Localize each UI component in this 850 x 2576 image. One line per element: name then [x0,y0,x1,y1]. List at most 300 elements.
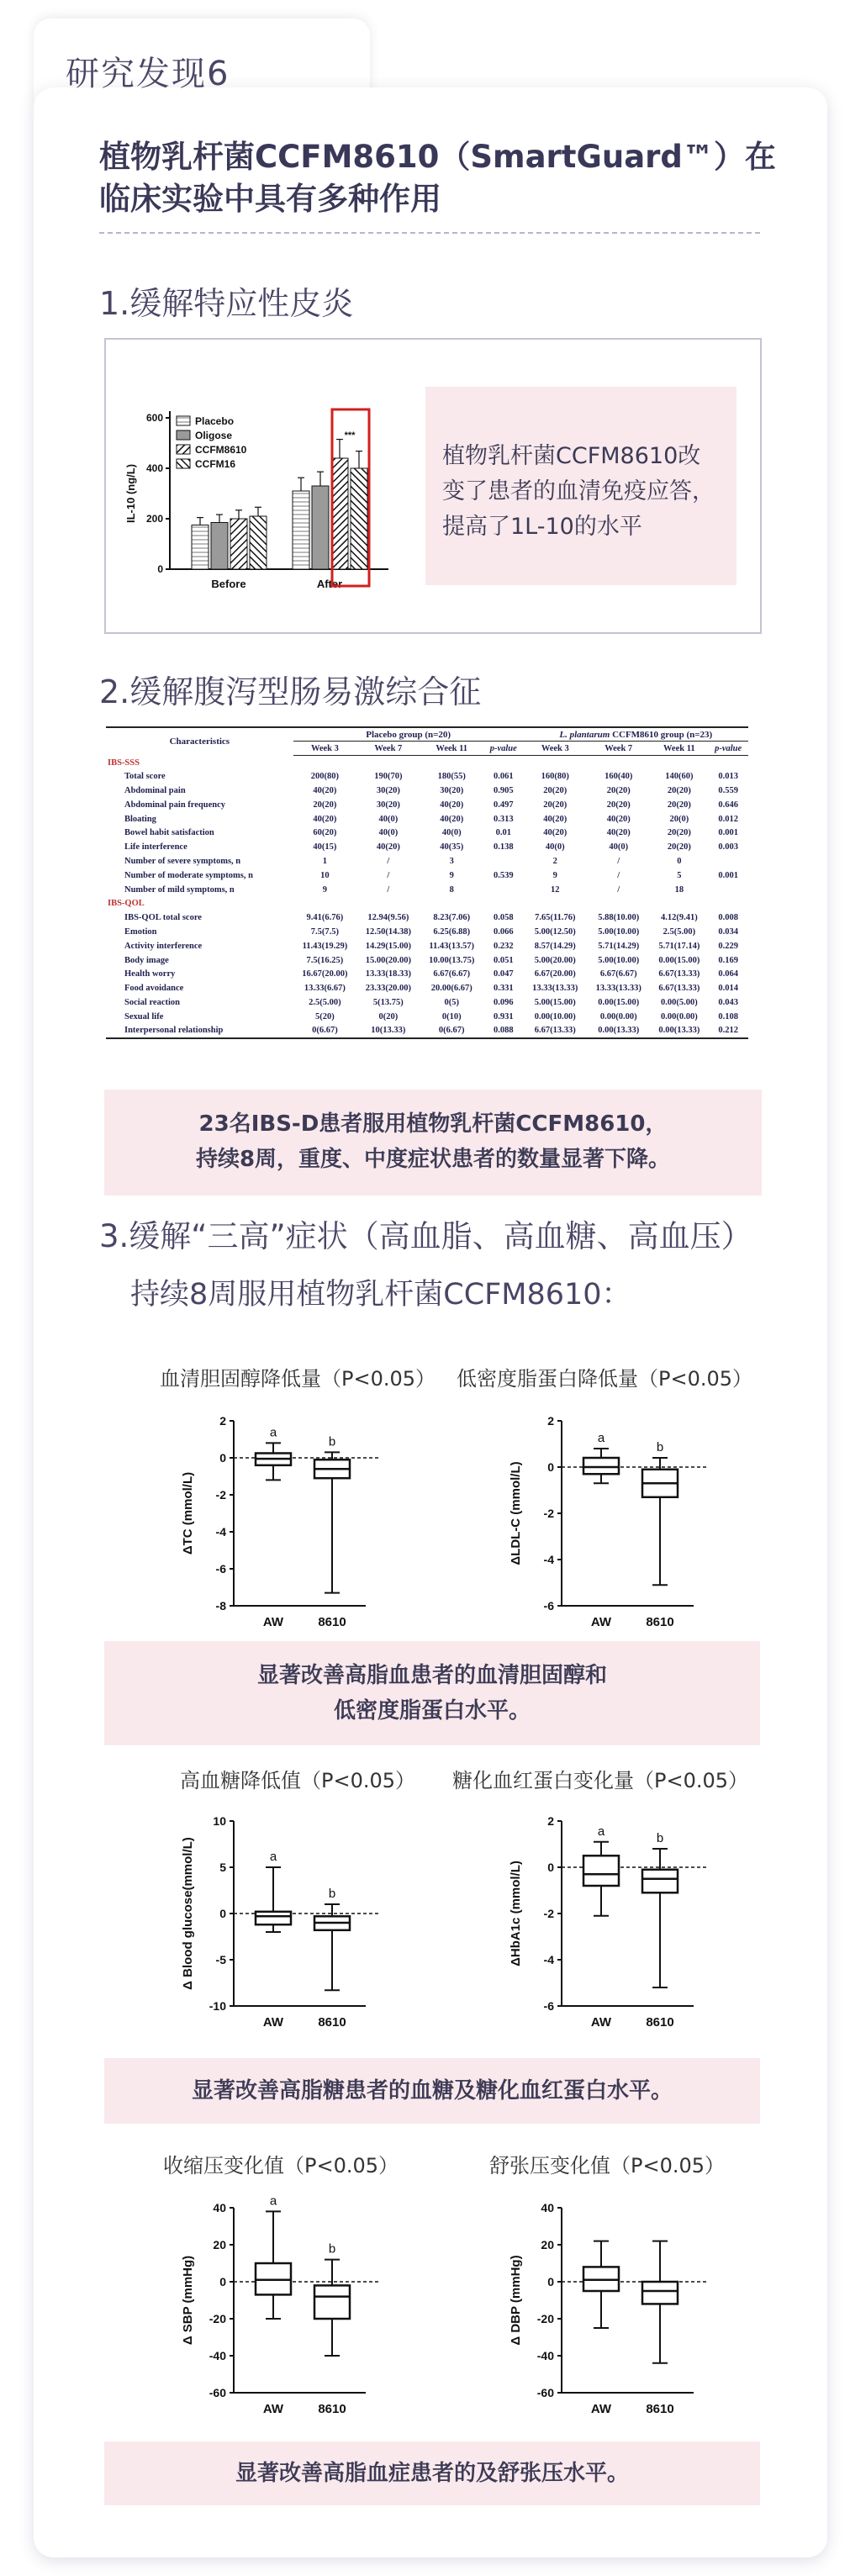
table-row [106,883,748,897]
table-cell: 5 [677,870,682,880]
ldl-chart-title: 低密度脂蛋白降低量（P<0.05） [457,1367,753,1391]
table-row [106,812,748,826]
bar-oligose [211,523,228,570]
y-tick-label: 0 [547,1460,554,1474]
table-cell: 13.33(13.33) [532,984,578,994]
table-cell: 5.00(10.00) [598,927,640,937]
table-cell: 40(20) [440,800,464,810]
table-cell: 2.5(5.00) [309,998,341,1008]
table-cell: 0.00(13.33) [587,1024,650,1038]
table-col-header: Week 7 [587,742,650,756]
table-cell: 190(70) [374,772,403,782]
box [583,1458,619,1474]
group-row-ibs-qol-label: IBS-QOL [108,899,145,909]
table-cell: 5.00(12.50) [534,927,576,937]
table-row-label: Health worry [124,969,176,979]
y-tick-label: 2 [547,1414,554,1428]
y-axis-label: ΔLDL-C (mmol/L) [509,1461,523,1565]
table-cell: 20(0) [669,814,689,824]
table-cell: 7.5(7.5) [310,927,340,937]
table-cell: 30(20) [440,786,464,796]
table-cell: 0.138 [493,842,514,853]
glucose-note: 显著改善高脂糖患者的血糖及糖化血红蛋白水平。 [104,2058,760,2124]
legend-label: Placebo [195,415,235,427]
table-row [106,911,748,925]
y-tick-label: -2 [543,1907,554,1920]
table-cell: 0.00(5.00) [660,998,698,1008]
table-cell: 160(40) [605,772,633,782]
table-cell: 0.497 [493,800,514,810]
table-cell: 2.5(5.00) [663,927,696,937]
table-row-label: Food avoidance [124,984,184,994]
y-axis-label: Δ SBP (mmHg) [181,2255,195,2346]
table-cell: 40(20) [606,814,631,824]
table-cell: 160(80) [541,772,569,782]
table-row-label: Life interference [124,842,187,853]
table-row [106,953,748,968]
significance-letter: b [656,1831,664,1845]
box [583,1855,619,1886]
x-category-label: 8610 [318,2015,346,2030]
table-row-label: Activity interference [124,941,203,951]
lipid-note-line1: 显著改善高脂血患者的血清胆固醇和 [256,1663,607,1688]
group-row-ibs-sss [106,756,748,770]
glucose-box-chart [168,1796,387,2048]
table-row-label: Number of moderate symptoms, n [124,870,253,880]
table-cell: 40(20) [543,828,568,838]
table-cell: 40(0) [441,828,462,838]
table-row [106,925,748,939]
ldl-box-chart [496,1396,715,1648]
table-cell: 0.646 [718,800,738,810]
y-tick-label: 0 [547,2275,554,2288]
table-row [106,968,748,982]
y-tick-label: 0 [157,563,163,575]
x-category-label: AW [262,1615,284,1629]
box [642,2282,678,2304]
table-row-label: Emotion [124,927,157,937]
group-row-ibs-sss-label: IBS-SSS [108,757,140,768]
y-tick-label: 5 [219,1861,226,1874]
table-cell: 15.00(20.00) [365,955,411,965]
table-cell: 9 [449,870,454,880]
x-category-label: AW [590,2015,612,2030]
table-row [106,798,748,812]
table-cell: 0.066 [493,927,514,937]
table-cell: 40(0) [545,842,565,853]
table-cell: 40(0) [378,814,399,824]
table-cell: / [387,870,390,880]
table-cell: 8.23(7.06) [433,913,471,923]
table-cell: 40(0) [609,842,629,853]
table-cell: 2 [552,857,557,867]
table-cell: / [387,857,390,867]
table-cell: 0.539 [493,870,514,880]
y-tick-label: -4 [215,1525,226,1539]
table-cell: 20(20) [606,800,631,810]
table-row-label: Abdominal pain frequency [124,800,225,810]
table-cell: / [617,857,620,867]
table-cell: 0(6.67) [293,1024,356,1038]
table-cell: 20(20) [667,828,691,838]
table-row-label: Body image [124,955,169,965]
table-col-header: Week 7 [356,742,420,756]
table-row-label: Number of mild symptoms, n [124,884,235,895]
bp-note: 显著改善高脂血症患者的及舒张压水平。 [104,2441,760,2505]
legend-label: CCFM16 [195,458,236,470]
section3-subheading: 持续8周服用植物乳杆菌CCFM8610： [130,1278,631,1312]
table-cell [708,854,748,868]
y-tick-label: -6 [215,1562,226,1576]
table-row [106,1010,748,1024]
table-row [106,784,748,798]
y-tick-label: 20 [541,2238,554,2251]
section2-heading: 2.缓解腹泻型肠易激综合征 [99,673,482,710]
significance-letter: a [269,1425,277,1440]
x-category-label: 8610 [646,2402,674,2416]
table-row-label: Total score [124,772,166,782]
title-divider [99,232,760,234]
y-tick-label: 2 [219,1414,226,1428]
legend-swatch [177,430,190,440]
table-cell: 6.67(13.33) [658,984,700,994]
table-cell: 12 [551,884,560,895]
table-cell: 180(55) [437,772,466,782]
y-tick-label: -6 [543,1999,554,2013]
table-cell: 40(20) [313,786,337,796]
table-cell: 0.058 [493,913,514,923]
section2-note-line2: 持续8周，重度、中度症状患者的数量显著下降。 [195,1147,671,1172]
ibs-table [106,726,748,1039]
table-cell: 14.29(15.00) [365,941,411,951]
y-tick-label: -2 [543,1507,554,1520]
y-tick-label: -6 [543,1599,554,1613]
x-category-label: After [316,578,343,590]
y-axis-label: ΔHbA1c (mmol/L) [509,1861,523,1966]
table-cell: 0.313 [493,814,514,824]
table-cell: 9.41(6.76) [306,913,344,923]
box [642,1870,678,1893]
table-row-label: Interpersonal relationship [106,1024,293,1038]
table-cell: 20(20) [543,786,568,796]
table-cell: 0.905 [493,786,514,796]
table-row-label: Bowel habit satisfaction [124,828,214,838]
table-cell: 13.33(13.33) [595,984,641,994]
y-tick-label: -20 [536,2312,554,2325]
bar-ccfm16 [250,516,267,569]
table-row [106,840,748,854]
table-cell: 0.232 [493,941,514,951]
table-cell: 6.67(13.33) [658,969,700,979]
table-cell: 10 [320,870,330,880]
table-cell: 0.931 [493,1011,514,1021]
table-cell: 0.061 [493,772,514,782]
table-row-label: IBS-QOL total score [124,913,202,923]
table-cell: 9 [322,884,328,895]
table-cell: 0.001 [718,870,738,880]
x-category-label: AW [590,1615,612,1629]
table-cell: 0.169 [718,955,738,965]
significance-letter: b [328,1887,336,1901]
table-cell: 30(20) [376,800,400,810]
section3-heading: 3.缓解“三高”症状（高血脂、高血糖、高血压） [99,1218,752,1254]
table-row [106,769,748,784]
table-cell: 40(20) [606,828,631,838]
y-tick-label: 600 [145,412,163,424]
table-row [106,981,748,995]
table-cell: 0.00(15.00) [658,955,700,965]
sbp-chart-title: 收缩压变化值（P<0.05） [163,2154,399,2177]
table-cell: 20(20) [667,800,691,810]
significance-letter: a [269,2193,277,2209]
table-cell: / [387,884,390,895]
table-cell: 0.00(13.33) [650,1024,708,1038]
table-cell: 6.67(6.67) [599,969,637,979]
y-tick-label: -5 [215,1953,226,1966]
lipid-note-line2: 低密度脂蛋白水平。 [333,1698,531,1723]
y-tick-label: 20 [213,2238,226,2251]
x-category-label: 8610 [318,2402,346,2416]
legend-swatch [177,459,190,468]
table-row [106,995,748,1010]
legend-label: Oligose [195,430,233,441]
table-cell: 0.001 [718,828,738,838]
y-tick-label: -4 [543,1953,554,1966]
table-cell: 5.71(14.29) [598,941,640,951]
y-tick-label: 0 [219,1451,226,1465]
y-tick-label: 400 [145,462,163,474]
table-cell: 0.008 [718,913,738,923]
x-category-label: AW [590,2402,612,2416]
group-row-ibs-qol [106,897,748,911]
table-cell: 8 [449,884,454,895]
significance-letter: b [328,1434,336,1449]
bar-ccfm16 [351,468,367,569]
table-cell: 10(13.33) [356,1024,420,1038]
table-row-label: Bloating [124,814,156,824]
table-row [106,1024,748,1038]
table-cell: 18 [674,884,684,895]
table-row-label: Abdominal pain [124,786,186,796]
x-category-label: 8610 [646,1615,674,1629]
tc-box-chart [168,1396,387,1648]
section2-note [104,1090,762,1196]
table-cell: 0.047 [493,969,514,979]
hba1c-chart-title: 糖化血红蛋白变化量（P<0.05） [452,1769,749,1792]
bar-oligose [312,486,329,569]
table-cell: 0.108 [718,1011,738,1021]
significance-letter: b [328,2241,336,2257]
table-cell: 0.088 [483,1024,524,1038]
table-cell: / [617,884,620,895]
table-cell: 6.25(6.88) [433,927,471,937]
section1-heading: 1.缓解特应性皮炎 [99,285,354,322]
table-cell: 0(6.67) [420,1024,483,1038]
table-row-label: Social reaction [124,998,181,1008]
table-cell: 140(60) [665,772,694,782]
table-col-header: p-value [483,742,524,756]
table-cell: 0.096 [493,998,514,1008]
y-axis-label: Δ DBP (mmHg) [509,2255,523,2346]
dbp-chart-title: 舒张压变化值（P<0.05） [489,2154,726,2177]
y-tick-label: -8 [215,1599,226,1613]
box [256,1912,291,1924]
y-axis-label: Δ Blood glucose(mmol/L) [181,1837,195,1990]
table-cell: 0.003 [718,842,738,853]
table-cell: 0.014 [718,984,738,994]
y-tick-label: 0 [547,1861,554,1874]
y-axis-label: ΔTC (mmol/L) [181,1471,195,1555]
section1-note: 植物乳杆菌CCFM8610改变了患者的血清免疫应答，提高了1L-10的水平 [425,387,736,585]
legend-swatch [177,445,190,454]
table-cell: 0.051 [493,955,514,965]
lipid-note [104,1641,760,1745]
significance-letter: a [597,1431,605,1445]
y-tick-label: -40 [536,2349,554,2362]
table-cell: 0.559 [718,786,738,796]
table-cell: 20.00(6.67) [430,984,473,994]
table-cell: 0.331 [493,984,514,994]
table-cell: 12.94(9.56) [367,913,409,923]
y-tick-label: 200 [145,513,163,525]
y-tick-label: 2 [547,1814,554,1828]
y-axis-label: IL-10 (ng/L) [124,463,137,524]
bar-placebo [192,525,209,570]
table-row [106,939,748,953]
table-cell: 0.00(15.00) [598,998,640,1008]
y-tick-label: 0 [219,1907,226,1920]
x-category-label: 8610 [646,2015,674,2030]
table-cell: 0(5) [444,998,459,1008]
table-cell: 23.33(20.00) [365,984,411,994]
table-cell: 13.33(18.33) [365,969,411,979]
significance-letter: b [656,1440,664,1454]
y-tick-label: -10 [209,1999,226,2013]
table-col-header: Week 11 [420,742,483,756]
table-cell: 0.01 [495,828,511,838]
table-cell: 20(20) [543,800,568,810]
table-cell: 5.00(10.00) [598,955,640,965]
table-header-group2-rest: CCFM8610 group (n=23) [610,729,713,740]
table-cell: 4.12(9.41) [660,913,698,923]
table-cell: 40(15) [313,842,337,853]
table-cell: / [617,870,620,880]
y-tick-label: -60 [536,2386,554,2399]
table-header-characteristics: Characteristics [106,727,293,756]
y-tick-label: 40 [541,2201,554,2214]
significance-letter: a [269,1850,277,1864]
table-cell: 0.034 [718,927,738,937]
table-header-ccfm8610 [524,727,748,742]
table-cell: 0.012 [718,814,738,824]
y-tick-label: -2 [215,1488,226,1502]
legend-label: CCFM8610 [195,444,247,456]
table-cell: 0.00(0.00) [660,1011,698,1021]
table-cell [483,883,524,897]
table-cell: 0.043 [718,998,738,1008]
table-cell: 7.65(11.76) [535,913,576,923]
table-header-placebo: Placebo group (n=20) [293,727,524,742]
table-cell: 11.43(19.29) [302,941,348,951]
table-cell: 5.00(15.00) [534,998,576,1008]
bar-ccfm8610 [230,519,247,569]
table-col-header: Week 11 [650,742,708,756]
table-cell: 7.5(16.25) [306,955,344,965]
table-cell: 8.57(14.29) [534,941,576,951]
table-cell: 40(20) [313,814,337,824]
table-cell: 40(20) [543,814,568,824]
table-cell: 5.88(10.00) [598,913,640,923]
page-title: 植物乳杆菌CCFM8610（SmartGuard™）在临床实验中具有多种作用 [99,139,776,217]
table-cell: 6.67(6.67) [433,969,471,979]
table-cell: 6.67(13.33) [524,1024,587,1038]
table-cell: 40(20) [440,814,464,824]
table-col-header: Week 3 [293,742,356,756]
table-cell: 30(20) [376,786,400,796]
table-cell: 200(80) [310,772,340,782]
y-tick-label: 10 [213,1814,226,1828]
table-row [106,868,748,883]
y-tick-label: 40 [213,2201,226,2214]
table-col-header: p-value [708,742,748,756]
significance-letter: a [597,1824,605,1839]
tab-title: 研究发现6 [66,55,230,93]
table-cell: 0 [677,857,682,867]
table-cell: 0.013 [718,772,738,782]
x-category-label: 8610 [318,1615,346,1629]
table-cell: 0(10) [441,1011,462,1021]
hba1c-box-chart [496,1796,715,2048]
section2-note-line1: 23名IBS-D患者服用植物乳杆菌CCFM8610， [198,1111,668,1137]
table-cell: 40(35) [440,842,464,853]
table-cell: 0.00(0.00) [599,1011,637,1021]
table-row [106,854,748,868]
table-cell: 10.00(13.75) [429,955,475,965]
table-cell: 16.67(20.00) [302,969,348,979]
table-col-header: Week 3 [524,742,587,756]
table-cell: 3 [449,857,454,867]
table-cell: 20(20) [667,842,691,853]
table-cell: 5(20) [315,1011,335,1021]
table-cell: 20(20) [313,800,337,810]
y-tick-label: -20 [209,2312,226,2325]
y-tick-label: 0 [219,2275,226,2288]
y-tick-label: -40 [209,2349,226,2362]
table-cell: 20(20) [606,786,631,796]
significance-mark: *** [344,430,356,441]
table-cell: 0.212 [708,1024,748,1038]
tc-chart-title: 血清胆固醇降低量（P<0.05） [160,1367,436,1391]
table-cell: 5(13.75) [372,998,404,1008]
y-tick-label: -4 [543,1553,554,1566]
sbp-box-chart [168,2183,387,2435]
legend-swatch [177,416,190,425]
table-row-label: Sexual life [124,1011,164,1021]
x-category-label: AW [262,2015,284,2030]
table-cell: 20(20) [667,786,691,796]
table-cell: 40(0) [378,828,399,838]
table-cell: 11.43(13.57) [429,941,475,951]
table-row [106,826,748,841]
table-header-species: L. plantarum [559,729,610,740]
table-cell [708,883,748,897]
table-cell: 0(20) [378,1011,399,1021]
table-cell: 6.67(20.00) [534,969,576,979]
table-cell: 40(20) [376,842,400,853]
table-row-label: Number of severe symptoms, n [124,857,241,867]
x-category-label: Before [211,578,246,590]
bar-ccfm8610 [331,458,348,569]
